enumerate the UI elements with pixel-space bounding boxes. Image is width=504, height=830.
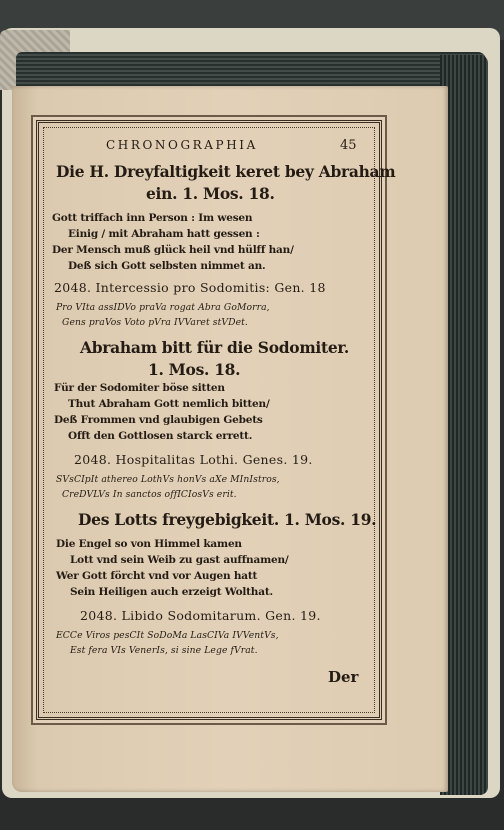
latin-line: Gens praVos Voto pVra IVVaret stVDet.	[62, 317, 248, 328]
latin-line: Pro VIta assIDVo praVa rogat Abra GoMorra,	[56, 302, 270, 313]
catchword: Der	[328, 668, 359, 686]
verse-line: Gott triffach inn Person : Im wesen	[52, 212, 253, 224]
verse-line: Offt den Gottlosen starck errett.	[68, 430, 253, 442]
verse-line: Deß Frommen vnd glaubigen Gebets	[54, 414, 263, 426]
verse-line: Deß sich Gott selbsten nimmet an.	[68, 260, 266, 272]
page-top-edges	[16, 52, 486, 90]
verse-line: Die Engel so von Himmel kamen	[56, 538, 242, 550]
heading-abraham-ref: 1. Mos. 18.	[148, 360, 241, 379]
heading-abraham: Abraham bitt für die Sodomiter.	[80, 338, 349, 357]
heading-trinity-ref: ein. 1. Mos. 18.	[146, 184, 275, 203]
chronogram-title: 2048. Intercessio pro Sodomitis: Gen. 18	[54, 280, 326, 295]
page-number: 45	[340, 138, 357, 153]
heading-lot: Des Lotts freygebigkeit. 1. Mos. 19.	[78, 510, 377, 529]
latin-line: ECCe Viros pesCIt SoDoMa LasCIVa IVVentVs,	[56, 630, 279, 641]
page-text-block	[50, 134, 396, 704]
verse-line: Einig / mit Abraham hatt gessen :	[68, 228, 260, 240]
verse-line: Für der Sodomiter böse sitten	[54, 382, 225, 394]
latin-line: SVsCIpIt athereo LothVs honVs aXe MInIstros,	[56, 474, 280, 485]
verse-line: Der Mensch muß glück heil vnd hülff han/	[52, 244, 294, 256]
verse-line: Wer Gott förcht vnd vor Augen hatt	[56, 570, 258, 582]
latin-line: Est fera VIs VenerIs, si sine Lege fVrat.	[70, 645, 258, 656]
latin-line: CreDVLVs In sanctos offICIosVs erit.	[62, 489, 237, 500]
verse-line: Thut Abraham Gott nemlich bitten/	[68, 398, 270, 410]
chronogram-title: 2048. Libido Sodomitarum. Gen. 19.	[80, 608, 321, 623]
running-head: CHRONOGRAPHIA	[106, 138, 258, 152]
heading-trinity: Die H. Dreyfaltigkeit keret bey Abraham	[56, 162, 396, 181]
chronogram-title: 2048. Hospitalitas Lothi. Genes. 19.	[74, 452, 313, 467]
verse-line: Sein Heiligen auch erzeigt Wolthat.	[70, 586, 273, 598]
verse-line: Lott vnd sein Weib zu gast auffnamen/	[70, 554, 289, 566]
